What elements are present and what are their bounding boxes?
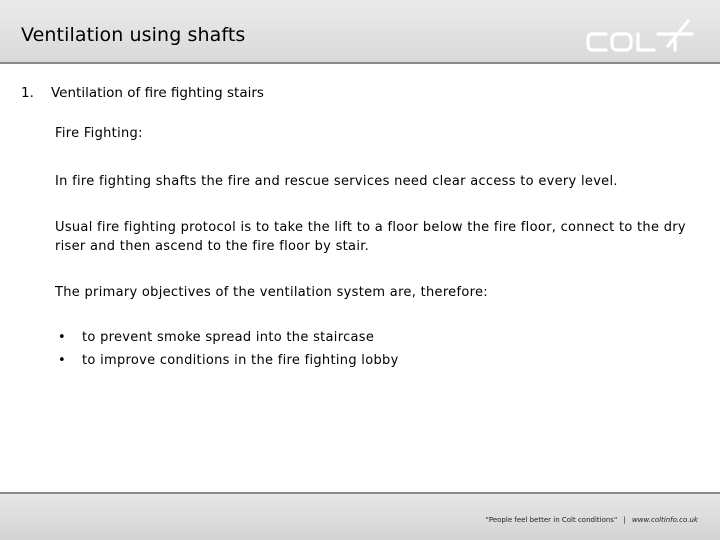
footer-separator: | <box>623 516 626 524</box>
paragraph-access: In fire fighting shafts the fire and rescue services need clear access to every level. <box>55 174 618 189</box>
header-bar <box>0 0 720 64</box>
bullet-dot: • <box>58 353 66 368</box>
page-title: Ventilation using shafts <box>21 24 246 46</box>
footer-bar <box>0 492 720 540</box>
bullet-dot: • <box>58 330 66 345</box>
paragraph-objectives: The primary objectives of the ventilation system are, therefore: <box>55 285 488 300</box>
footer-slogan: "People feel better in Colt conditions" <box>485 516 618 524</box>
section-number: 1. <box>21 85 34 101</box>
paragraph-protocol: Usual fire fighting protocol is to take the lift to a floor below the fire floor, connect to the dry riser and then ascend to the fire floor by stair. <box>55 220 686 254</box>
list-item-text: to prevent smoke spread into the staircase <box>82 330 375 345</box>
list-item-text: to improve conditions in the fire fighting lobby <box>82 353 399 368</box>
footer-text <box>486 516 698 524</box>
colt-logo <box>584 16 700 56</box>
section-heading-text: Ventilation of fire fighting stairs <box>51 85 264 101</box>
paragraph-fire-fighting-label: Fire Fighting: <box>55 126 143 141</box>
footer-url-link[interactable]: www.coltinfo.co.uk <box>632 516 698 524</box>
